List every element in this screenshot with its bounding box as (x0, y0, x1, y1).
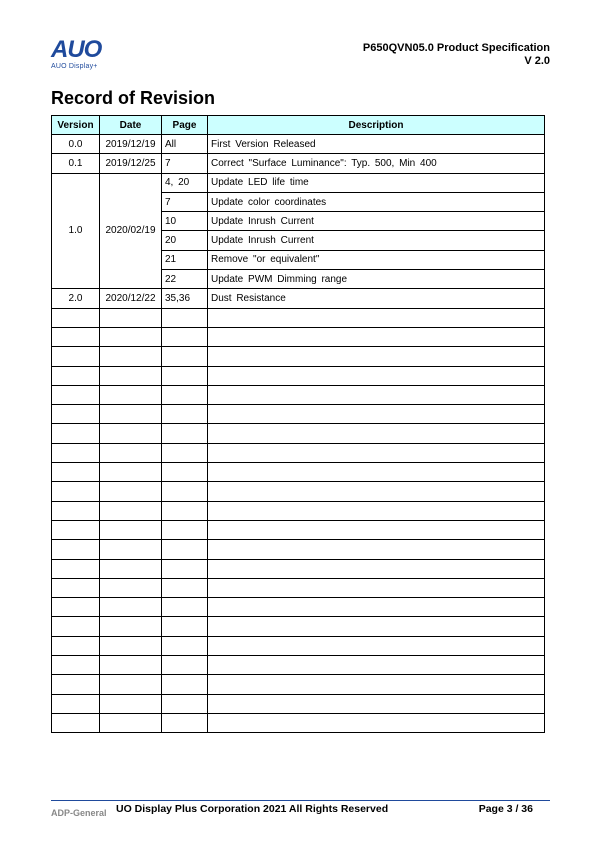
empty-cell (208, 424, 545, 443)
empty-cell (208, 520, 545, 539)
empty-cell (208, 617, 545, 636)
empty-table-row (52, 308, 545, 327)
cell-description: Update PWM Dimming range (208, 270, 545, 289)
empty-cell (52, 540, 100, 559)
empty-cell (52, 405, 100, 424)
empty-cell (208, 501, 545, 520)
empty-cell (208, 405, 545, 424)
empty-cell (100, 443, 162, 462)
cell-page: 20 (162, 231, 208, 250)
cell-date: 2020/02/19 (100, 173, 162, 289)
empty-cell (162, 482, 208, 501)
empty-cell (162, 520, 208, 539)
empty-table-row (52, 540, 545, 559)
empty-cell (162, 559, 208, 578)
cell-description: Correct "Surface Luminance": Typ. 500, Min 400 (208, 154, 545, 173)
empty-table-row (52, 520, 545, 539)
empty-cell (100, 675, 162, 694)
footer-page-number: Page 3 / 36 (478, 803, 533, 815)
table-row (52, 135, 545, 154)
empty-cell (100, 656, 162, 675)
empty-cell (52, 463, 100, 482)
table-row (52, 154, 545, 173)
empty-cell (208, 636, 545, 655)
empty-table-row (52, 694, 545, 713)
empty-cell (208, 540, 545, 559)
empty-cell (100, 713, 162, 732)
spec-version: V 2.0 (524, 55, 550, 67)
empty-cell (208, 347, 545, 366)
empty-cell (208, 578, 545, 597)
header-date: Date (100, 116, 162, 135)
empty-cell (162, 540, 208, 559)
empty-cell (208, 694, 545, 713)
empty-cell (208, 675, 545, 694)
revision-table (51, 115, 545, 733)
empty-cell (208, 482, 545, 501)
cell-version: 1.0 (52, 173, 100, 289)
empty-cell (52, 327, 100, 346)
footer-copyright: UO Display Plus Corporation 2021 All Rights Reserved (116, 803, 389, 815)
cell-description: Update LED life time (208, 173, 545, 192)
cell-date: 2019/12/19 (100, 135, 162, 154)
empty-cell (162, 656, 208, 675)
empty-table-row (52, 424, 545, 443)
logo-text: AUO (51, 36, 102, 63)
empty-cell (162, 694, 208, 713)
empty-cell (52, 520, 100, 539)
product-spec-title: P650QVN05.0 Product Specification (362, 42, 550, 54)
empty-table-row (52, 501, 545, 520)
empty-table-row (52, 598, 545, 617)
empty-cell (208, 463, 545, 482)
empty-cell (162, 366, 208, 385)
empty-cell (100, 540, 162, 559)
empty-cell (52, 656, 100, 675)
cell-description: Remove "or equivalent" (208, 250, 545, 269)
empty-table-row (52, 347, 545, 366)
empty-cell (52, 501, 100, 520)
cell-version: 0.1 (52, 154, 100, 173)
empty-cell (52, 713, 100, 732)
empty-cell (52, 694, 100, 713)
cell-page: 21 (162, 250, 208, 269)
empty-table-row (52, 713, 545, 732)
empty-cell (162, 385, 208, 404)
empty-cell (162, 405, 208, 424)
empty-table-row (52, 405, 545, 424)
cell-date: 2019/12/25 (100, 154, 162, 173)
cell-page: 10 (162, 212, 208, 231)
empty-cell (100, 385, 162, 404)
table-header-row (52, 116, 545, 135)
empty-cell (162, 308, 208, 327)
header-description: Description (208, 116, 545, 135)
empty-cell (52, 636, 100, 655)
empty-cell (100, 366, 162, 385)
empty-table-row (52, 366, 545, 385)
empty-cell (100, 327, 162, 346)
document-header (363, 42, 550, 68)
cell-description: First Version Released (208, 135, 545, 154)
cell-date: 2020/12/22 (100, 289, 162, 308)
cell-description: Update color coordinates (208, 192, 545, 211)
empty-cell (100, 559, 162, 578)
table-row (52, 173, 545, 192)
empty-table-row (52, 443, 545, 462)
empty-cell (100, 463, 162, 482)
cell-description: Update Inrush Current (208, 231, 545, 250)
empty-cell (162, 424, 208, 443)
empty-cell (208, 713, 545, 732)
empty-cell (100, 405, 162, 424)
cell-page: 7 (162, 192, 208, 211)
empty-table-row (52, 327, 545, 346)
empty-cell (162, 578, 208, 597)
table-row (52, 289, 545, 308)
empty-cell (100, 636, 162, 655)
empty-cell (100, 347, 162, 366)
empty-cell (100, 501, 162, 520)
empty-cell (100, 694, 162, 713)
empty-cell (100, 520, 162, 539)
empty-cell (162, 443, 208, 462)
empty-cell (162, 675, 208, 694)
cell-version: 2.0 (52, 289, 100, 308)
empty-cell (52, 385, 100, 404)
cell-page: 4, 20 (162, 173, 208, 192)
empty-rows (52, 308, 545, 733)
header-version: Version (52, 116, 100, 135)
empty-cell (52, 366, 100, 385)
empty-cell (208, 366, 545, 385)
empty-cell (52, 443, 100, 462)
empty-cell (162, 347, 208, 366)
cell-page: 22 (162, 270, 208, 289)
empty-cell (52, 617, 100, 636)
empty-table-row (52, 636, 545, 655)
empty-cell (162, 463, 208, 482)
empty-cell (100, 578, 162, 597)
empty-cell (52, 347, 100, 366)
empty-cell (208, 598, 545, 617)
empty-table-row (52, 675, 545, 694)
footer-divider (51, 800, 550, 801)
empty-cell (52, 675, 100, 694)
empty-table-row (52, 578, 545, 597)
empty-cell (162, 617, 208, 636)
empty-cell (52, 598, 100, 617)
empty-table-row (52, 482, 545, 501)
cell-version: 0.0 (52, 135, 100, 154)
empty-table-row (52, 559, 545, 578)
empty-cell (208, 308, 545, 327)
empty-cell (162, 327, 208, 346)
empty-cell (100, 482, 162, 501)
empty-cell (208, 443, 545, 462)
empty-cell (100, 598, 162, 617)
empty-table-row (52, 617, 545, 636)
empty-cell (100, 617, 162, 636)
empty-cell (162, 713, 208, 732)
logo-subtext: AUO Display+ (51, 63, 98, 70)
empty-table-row (52, 385, 545, 404)
empty-cell (52, 559, 100, 578)
empty-cell (52, 578, 100, 597)
cell-description: Update Inrush Current (208, 212, 545, 231)
empty-cell (162, 598, 208, 617)
footer-classification: ADP-General (51, 808, 107, 818)
empty-cell (52, 482, 100, 501)
empty-cell (208, 327, 545, 346)
empty-cell (52, 308, 100, 327)
page-title: Record of Revision (51, 88, 216, 108)
auo-logo (51, 38, 101, 70)
empty-cell (208, 385, 545, 404)
empty-table-row (52, 463, 545, 482)
empty-cell (208, 656, 545, 675)
empty-cell (208, 559, 545, 578)
empty-cell (100, 424, 162, 443)
empty-cell (162, 501, 208, 520)
cell-page: 7 (162, 154, 208, 173)
cell-description: Dust Resistance (208, 289, 545, 308)
empty-cell (162, 636, 208, 655)
cell-page: 35,36 (162, 289, 208, 308)
empty-table-row (52, 656, 545, 675)
cell-page: All (162, 135, 208, 154)
header-page: Page (162, 116, 208, 135)
empty-cell (100, 308, 162, 327)
empty-cell (52, 424, 100, 443)
